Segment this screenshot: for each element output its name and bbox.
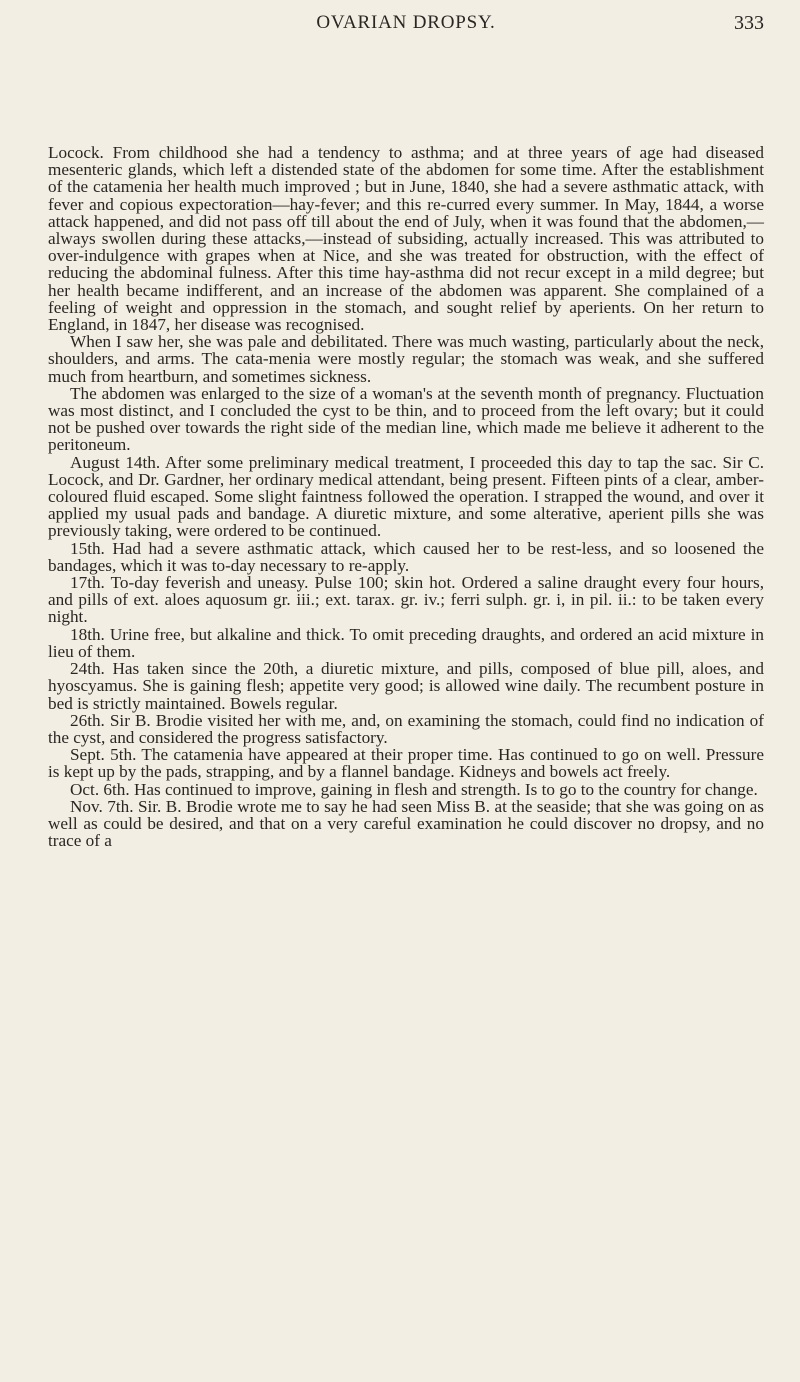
paragraph-abdomen: The abdomen was enlarged to the size of a woman's at the seventh month of pregnancy. Fluctuation was most distinct, and I concluded the cyst to be thin, and to proceed from the left ovary; but it could not be pushed over towards the right side of the median line, which made me believe it adherent to the peritoneum. [48,383,764,455]
paragraph-history: Locock. From childhood she had a tendency to asthma; and at three years of age had diseased mesenteric glands, which left a distended state of the abdomen for some time. After the establishment of the catamenia her health much improved ; but in June, 1840, she had a severe asthmatic attack, with fever and copious expectoration—hay-fever; and this re-curred every summer. In May, 1844, a worse attack happened, and did not pass off till about the end of July, when it was found that the abdomen,—always swollen during these attacks,—instead of subsiding, actually increased. This was attributed to over-indulgence with grapes when at Nice, and she was treated for obstruction, with the effect of reducing the abdominal fulness. After this time hay-asthma did not recur except in a mild degree; but her health became indifferent, and an increase of the abdomen was apparent. She complained of a feeling of weight and oppression in the stomach, and sought relief by aperients. On her return to England, in 1847, her disease was recognised. [48,143,764,335]
page-header [48,10,764,44]
paragraph-examination: When I saw her, she was pale and debilitated. There was much wasting, particularly about the neck, shoulders, and arms. The cata-menia were mostly regular; the stomach was weak, and she suffered much from heartburn, and sometimes sickness. [48,332,764,386]
paragraph-17th: 17th. To-day feverish and uneasy. Pulse 100; skin hot. Ordered a saline draught every four hours, and pills of ext. aloes aquosum gr. iii.; ext. tarax. gr. iv.; ferri sulph. gr. i, in pil. ii.: to be taken every night. [48,573,764,627]
paragraph-nov-7th: Nov. 7th. Sir. B. Brodie wrote me to say he had seen Miss B. at the seaside; that she was going on as well as could be desired, and that on a very careful examination he could discover no dropsy, and no trace of a [48,796,764,851]
body-text [48,144,764,849]
paragraph-aug-14: August 14th. After some preliminary medical treatment, I proceeded this day to tap the sac. Sir C. Locock, and Dr. Gardner, her ordinary medical attendant, being present. Fifteen pints of a clear, amber-coloured fluid escaped. Some slight faintness followed the operation. I strapped the wound, and over it applied my usual pads and bandage. A diuretic mixture, and some alterative, aperient pills she was previously taking, were ordered to be continued. [48,452,764,541]
page-number: 333 [734,12,764,34]
paragraph-sept-5th: Sept. 5th. The catamenia have appeared at their proper time. Has continued to go on well. Pressure is kept up by the pads, strapping, and by a flannel bandage. Kidneys and bowels act freely. [48,745,764,782]
paragraph-26th: 26th. Sir B. Brodie visited her with me, and, on examining the stomach, could find no indication of the cyst, and considered the progress satisfactory. [48,710,764,747]
paragraph-15th: 15th. Had had a severe asthmatic attack, which caused her to be rest-less, and so loosened the bandages, which it was to-day necessary to re-apply. [48,538,764,575]
paragraph-24th: 24th. Has taken since the 20th, a diuretic mixture, and pills, composed of blue pill, aloes, and hyoscyamus. She is gaining flesh; appetite very good; is allowed wine daily. The recumbent posture in bed is strictly maintained. Bowels regular. [48,659,764,713]
paragraph-18th: 18th. Urine free, but alkaline and thick. To omit preceding draughts, and ordered an acid mixture in lieu of them. [48,624,764,661]
running-title: OVARIAN DROPSY. [316,12,496,33]
paragraph-oct-6th: Oct. 6th. Has continued to improve, gaining in flesh and strength. Is to go to the country for change. [70,779,758,799]
